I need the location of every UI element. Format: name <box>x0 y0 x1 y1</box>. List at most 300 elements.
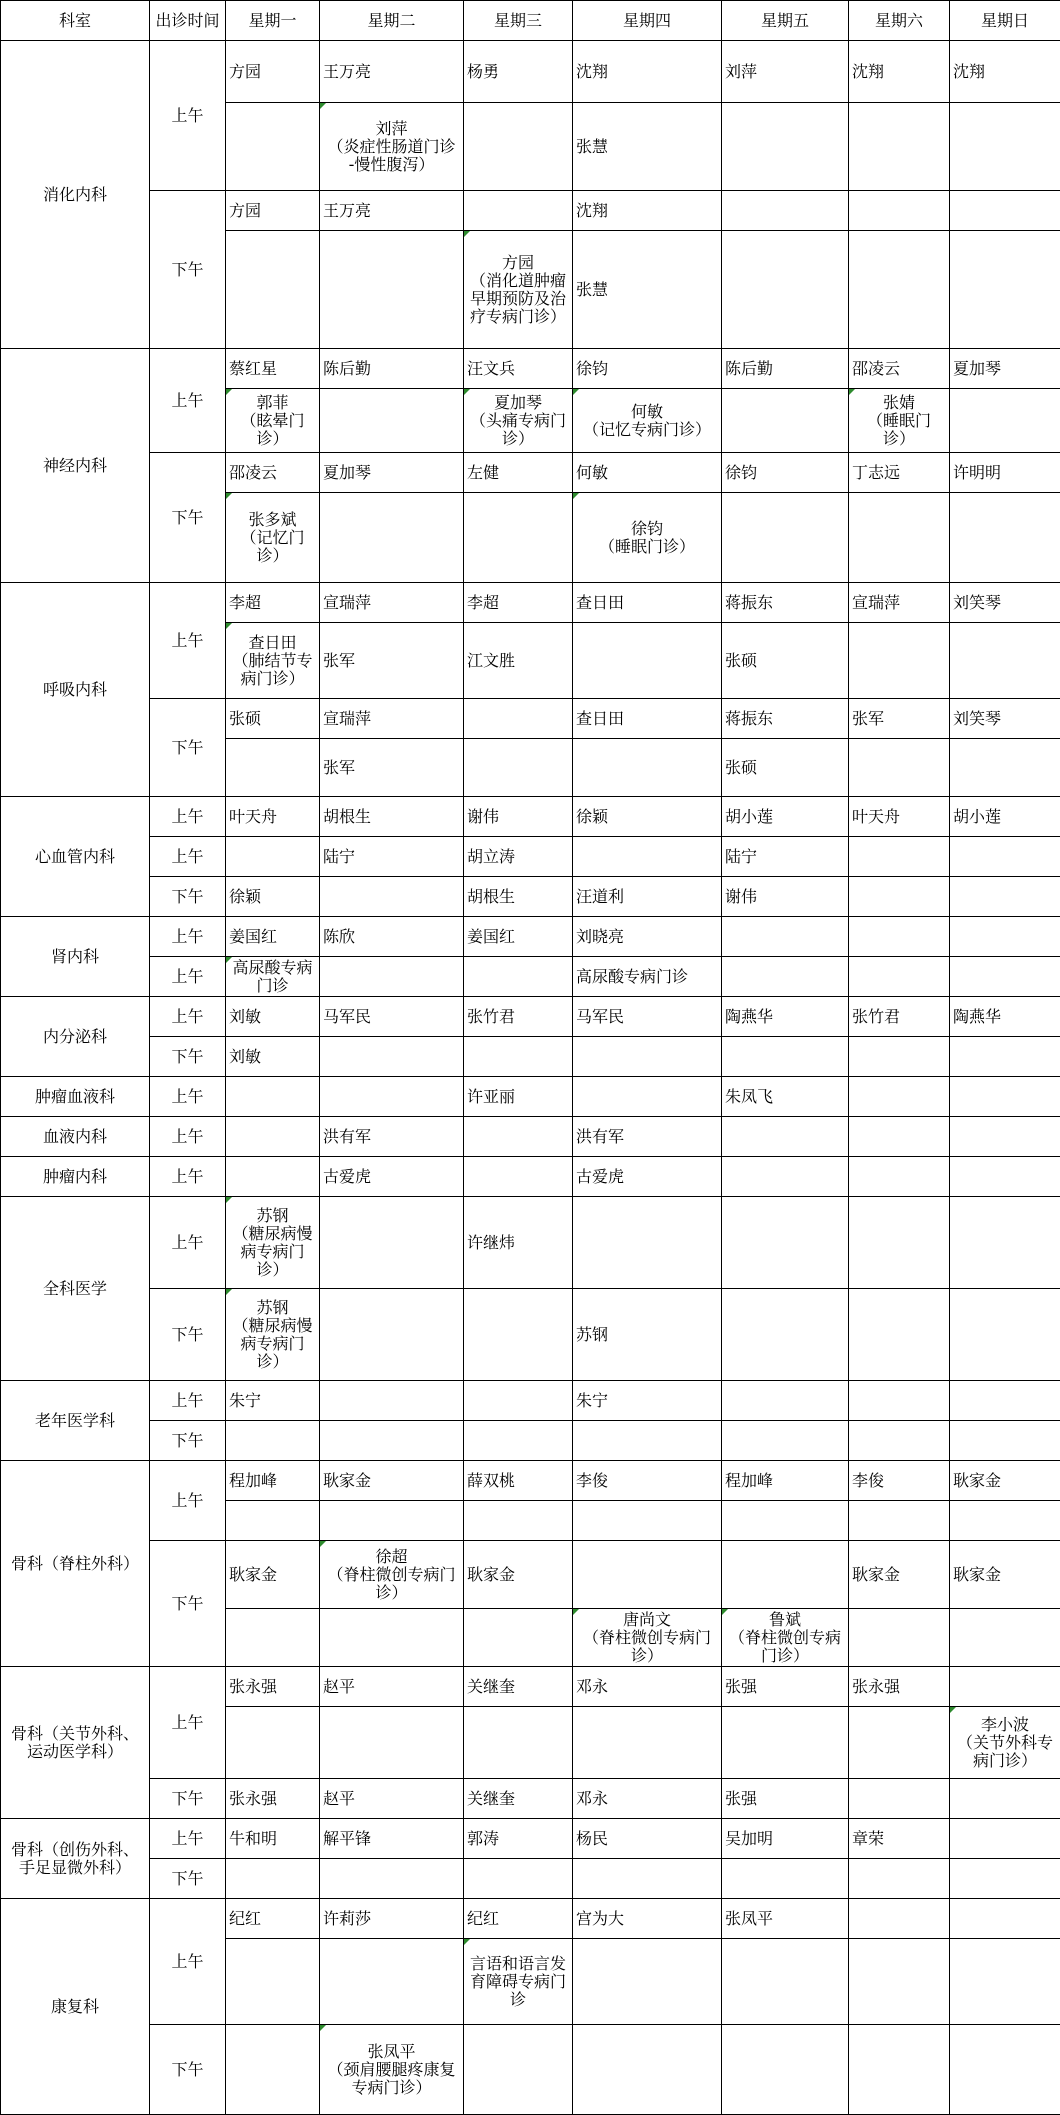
doctor-cell-saturday <box>849 1899 950 1939</box>
doctor-cell-saturday: 沈翔 <box>849 41 950 103</box>
doctor-cell-monday: 徐颖 <box>226 877 320 917</box>
doctor-cell-saturday <box>849 1197 950 1289</box>
doctor-cell-saturday: 张婧 （睡眠门 诊） <box>849 389 950 453</box>
department-name: 肿瘤血液科 <box>1 1077 150 1117</box>
doctor-cell-tuesday <box>320 1707 464 1779</box>
clinic-period: 下午 <box>150 1859 226 1899</box>
department-name: 肿瘤内科 <box>1 1157 150 1197</box>
doctor-cell-tuesday: 洪有军 <box>320 1117 464 1157</box>
doctor-cell-sunday: 沈翔 <box>950 41 1060 103</box>
doctor-cell-wednesday: 姜国红 <box>464 917 573 957</box>
doctor-cell-friday: 程加峰 <box>722 1461 849 1501</box>
doctor-cell-monday: 牛和明 <box>226 1819 320 1859</box>
doctor-cell-monday: 张永强 <box>226 1779 320 1819</box>
schedule-row <box>1 1197 1060 1289</box>
header-sunday: 星期日 <box>950 1 1060 41</box>
doctor-cell-sunday <box>950 1157 1060 1197</box>
doctor-cell-sunday <box>950 623 1060 699</box>
doctor-cell-tuesday <box>320 1939 464 2025</box>
doctor-cell-friday: 陆宁 <box>722 837 849 877</box>
department-name: 老年医学科 <box>1 1381 150 1461</box>
doctor-cell-thursday: 苏钢 <box>573 1289 722 1381</box>
department-name: 内分泌科 <box>1 997 150 1077</box>
clinic-period: 下午 <box>150 2025 226 2115</box>
schedule-row <box>1 1289 1060 1381</box>
doctor-cell-monday <box>226 1501 320 1541</box>
doctor-cell-sunday <box>950 389 1060 453</box>
schedule-row <box>1 1461 1060 1501</box>
doctor-cell-wednesday <box>464 1609 573 1667</box>
doctor-cell-monday: 方园 <box>226 41 320 103</box>
doctor-cell-sunday <box>950 1859 1060 1899</box>
doctor-cell-tuesday <box>320 1197 464 1289</box>
doctor-cell-saturday <box>849 1707 950 1779</box>
doctor-cell-wednesday <box>464 1157 573 1197</box>
doctor-cell-thursday <box>573 1037 722 1077</box>
doctor-cell-saturday <box>849 1381 950 1421</box>
schedule-row <box>1 837 1060 877</box>
doctor-cell-tuesday: 陈后勤 <box>320 349 464 389</box>
schedule-row <box>1 917 1060 957</box>
doctor-cell-monday: 方园 <box>226 191 320 231</box>
clinic-period: 下午 <box>150 1421 226 1461</box>
doctor-cell-friday <box>722 493 849 583</box>
clinic-period: 上午 <box>150 1381 226 1421</box>
clinic-period: 上午 <box>150 1077 226 1117</box>
doctor-cell-wednesday: 胡立涛 <box>464 837 573 877</box>
doctor-cell-sunday <box>950 917 1060 957</box>
doctor-cell-tuesday: 耿家金 <box>320 1461 464 1501</box>
doctor-cell-tuesday: 王万亮 <box>320 191 464 231</box>
clinic-period: 下午 <box>150 191 226 349</box>
doctor-cell-saturday <box>849 1939 950 2025</box>
doctor-cell-saturday <box>849 1779 950 1819</box>
doctor-cell-saturday <box>849 1037 950 1077</box>
doctor-cell-sunday <box>950 1501 1060 1541</box>
doctor-cell-saturday <box>849 739 950 797</box>
doctor-cell-wednesday: 方园 （消化道肿瘤 早期预防及治 疗专病门诊） <box>464 231 573 349</box>
doctor-cell-friday: 张凤平 <box>722 1899 849 1939</box>
doctor-cell-friday <box>722 917 849 957</box>
doctor-cell-tuesday: 宣瑞萍 <box>320 583 464 623</box>
doctor-cell-monday: 高尿酸专病 门诊 <box>226 957 320 997</box>
doctor-cell-tuesday: 王万亮 <box>320 41 464 103</box>
doctor-cell-wednesday <box>464 957 573 997</box>
schedule-row <box>1 1421 1060 1461</box>
doctor-cell-saturday <box>849 1117 950 1157</box>
doctor-cell-wednesday: 江文胜 <box>464 623 573 699</box>
doctor-cell-saturday <box>849 1077 950 1117</box>
doctor-cell-thursday <box>573 1541 722 1609</box>
doctor-cell-monday: 苏钢 （糖尿病慢 病专病门 诊） <box>226 1289 320 1381</box>
doctor-cell-friday <box>722 1157 849 1197</box>
doctor-cell-wednesday <box>464 1289 573 1381</box>
doctor-cell-friday <box>722 1037 849 1077</box>
doctor-cell-wednesday <box>464 1707 573 1779</box>
doctor-cell-wednesday <box>464 191 573 231</box>
doctor-cell-saturday: 宣瑞萍 <box>849 583 950 623</box>
clinic-period: 上午 <box>150 1461 226 1541</box>
doctor-cell-sunday <box>950 1381 1060 1421</box>
schedule-row <box>1 1899 1060 1939</box>
clinic-period: 上午 <box>150 1117 226 1157</box>
doctor-cell-saturday <box>849 877 950 917</box>
schedule-row <box>1 797 1060 837</box>
doctor-cell-thursday: 高尿酸专病门诊 <box>573 957 722 997</box>
doctor-cell-monday <box>226 1939 320 2025</box>
doctor-cell-thursday <box>573 623 722 699</box>
doctor-cell-monday: 邵凌云 <box>226 453 320 493</box>
doctor-cell-friday: 刘萍 <box>722 41 849 103</box>
schedule-row <box>1 997 1060 1037</box>
doctor-cell-saturday: 张竹君 <box>849 997 950 1037</box>
doctor-cell-sunday <box>950 1819 1060 1859</box>
doctor-cell-monday: 程加峰 <box>226 1461 320 1501</box>
doctor-cell-tuesday: 古爱虎 <box>320 1157 464 1197</box>
doctor-cell-monday <box>226 1609 320 1667</box>
doctor-cell-sunday <box>950 493 1060 583</box>
doctor-cell-saturday: 章荣 <box>849 1819 950 1859</box>
doctor-cell-thursday: 何敏 <box>573 453 722 493</box>
doctor-cell-thursday <box>573 739 722 797</box>
doctor-cell-saturday <box>849 103 950 191</box>
schedule-row <box>1 1819 1060 1859</box>
clinic-period: 上午 <box>150 957 226 997</box>
doctor-cell-saturday: 张军 <box>849 699 950 739</box>
doctor-cell-sunday <box>950 1899 1060 1939</box>
doctor-cell-monday: 朱宁 <box>226 1381 320 1421</box>
clinic-period: 上午 <box>150 797 226 837</box>
doctor-cell-monday: 张硕 <box>226 699 320 739</box>
clinic-period: 下午 <box>150 1289 226 1381</box>
doctor-cell-tuesday: 张军 <box>320 623 464 699</box>
doctor-cell-saturday: 耿家金 <box>849 1541 950 1609</box>
doctor-cell-sunday <box>950 2025 1060 2115</box>
doctor-cell-wednesday: 关继奎 <box>464 1667 573 1707</box>
doctor-cell-monday: 刘敏 <box>226 997 320 1037</box>
doctor-cell-friday <box>722 1859 849 1899</box>
doctor-cell-monday: 郭菲 （眩晕门 诊） <box>226 389 320 453</box>
doctor-cell-saturday <box>849 1609 950 1667</box>
department-name: 骨科（脊柱外科） <box>1 1461 150 1667</box>
clinic-period: 上午 <box>150 1157 226 1197</box>
clinic-period: 上午 <box>150 41 226 191</box>
doctor-cell-tuesday: 许莉莎 <box>320 1899 464 1939</box>
doctor-cell-thursday: 徐钧 <box>573 349 722 389</box>
doctor-cell-monday <box>226 1077 320 1117</box>
doctor-cell-tuesday <box>320 1037 464 1077</box>
doctor-cell-tuesday <box>320 1501 464 1541</box>
doctor-cell-friday <box>722 1197 849 1289</box>
clinic-period: 下午 <box>150 1541 226 1667</box>
doctor-cell-tuesday <box>320 1609 464 1667</box>
doctor-cell-tuesday <box>320 231 464 349</box>
clinic-period: 下午 <box>150 453 226 583</box>
clinic-period: 上午 <box>150 997 226 1037</box>
doctor-cell-thursday: 汪道利 <box>573 877 722 917</box>
schedule-row <box>1 583 1060 623</box>
doctor-cell-tuesday: 张军 <box>320 739 464 797</box>
schedule-row <box>1 1037 1060 1077</box>
doctor-cell-sunday <box>950 1117 1060 1157</box>
doctor-cell-friday: 张硕 <box>722 739 849 797</box>
department-name: 消化内科 <box>1 41 150 349</box>
clinic-period: 下午 <box>150 1037 226 1077</box>
doctor-cell-saturday <box>849 917 950 957</box>
doctor-cell-saturday <box>849 2025 950 2115</box>
department-name: 骨科（关节外科、 运动医学科） <box>1 1667 150 1819</box>
doctor-cell-sunday: 耿家金 <box>950 1541 1060 1609</box>
doctor-cell-wednesday <box>464 1421 573 1461</box>
doctor-cell-friday: 张硕 <box>722 623 849 699</box>
doctor-cell-sunday: 李小波 （关节外科专 病门诊） <box>950 1707 1060 1779</box>
doctor-cell-monday <box>226 103 320 191</box>
doctor-cell-friday <box>722 1289 849 1381</box>
doctor-cell-saturday: 张永强 <box>849 1667 950 1707</box>
doctor-cell-sunday: 刘笑琴 <box>950 583 1060 623</box>
doctor-cell-wednesday: 郭涛 <box>464 1819 573 1859</box>
doctor-cell-saturday <box>849 1501 950 1541</box>
doctor-cell-monday: 张多斌 （记忆门 诊） <box>226 493 320 583</box>
doctor-cell-friday <box>722 1541 849 1609</box>
doctor-cell-friday: 蒋振东 <box>722 583 849 623</box>
doctor-cell-wednesday: 李超 <box>464 583 573 623</box>
clinic-period: 上午 <box>150 1197 226 1289</box>
schedule-row <box>1 957 1060 997</box>
doctor-cell-wednesday <box>464 1501 573 1541</box>
doctor-cell-thursday: 张慧 <box>573 231 722 349</box>
doctor-cell-saturday <box>849 957 950 997</box>
doctor-cell-sunday <box>950 1667 1060 1707</box>
doctor-cell-tuesday: 陈欣 <box>320 917 464 957</box>
doctor-cell-friday <box>722 1421 849 1461</box>
doctor-cell-wednesday: 许亚丽 <box>464 1077 573 1117</box>
doctor-cell-thursday: 何敏 （记忆专病门诊） <box>573 389 722 453</box>
doctor-cell-wednesday: 左健 <box>464 453 573 493</box>
doctor-cell-monday <box>226 1859 320 1899</box>
doctor-cell-saturday <box>849 231 950 349</box>
doctor-cell-sunday: 夏加琴 <box>950 349 1060 389</box>
doctor-cell-sunday <box>950 957 1060 997</box>
doctor-cell-sunday <box>950 739 1060 797</box>
doctor-cell-tuesday: 夏加琴 <box>320 453 464 493</box>
schedule-row <box>1 1667 1060 1707</box>
doctor-cell-wednesday: 关继奎 <box>464 1779 573 1819</box>
schedule-row <box>1 877 1060 917</box>
doctor-cell-sunday <box>950 1609 1060 1667</box>
doctor-cell-monday <box>226 837 320 877</box>
schedule-row <box>1 1117 1060 1157</box>
clinic-period: 上午 <box>150 917 226 957</box>
doctor-cell-wednesday <box>464 1037 573 1077</box>
doctor-cell-thursday <box>573 1421 722 1461</box>
doctor-cell-tuesday <box>320 1077 464 1117</box>
header-department: 科室 <box>1 1 150 41</box>
doctor-cell-thursday: 查日田 <box>573 699 722 739</box>
doctor-cell-tuesday: 徐超 （脊柱微创专病门 诊） <box>320 1541 464 1609</box>
doctor-cell-wednesday <box>464 1117 573 1157</box>
doctor-cell-sunday <box>950 1779 1060 1819</box>
header-tuesday: 星期二 <box>320 1 464 41</box>
schedule-row <box>1 1779 1060 1819</box>
doctor-cell-thursday <box>573 837 722 877</box>
doctor-cell-tuesday <box>320 1421 464 1461</box>
doctor-cell-thursday <box>573 1859 722 1899</box>
doctor-cell-friday: 张强 <box>722 1667 849 1707</box>
doctor-cell-wednesday: 汪文兵 <box>464 349 573 389</box>
doctor-cell-thursday <box>573 1939 722 2025</box>
doctor-cell-sunday: 胡小莲 <box>950 797 1060 837</box>
doctor-cell-tuesday: 马军民 <box>320 997 464 1037</box>
header-thursday: 星期四 <box>573 1 722 41</box>
doctor-cell-wednesday <box>464 103 573 191</box>
doctor-cell-wednesday <box>464 2025 573 2115</box>
doctor-cell-thursday: 徐颖 <box>573 797 722 837</box>
doctor-cell-monday: 刘敏 <box>226 1037 320 1077</box>
doctor-cell-tuesday: 陆宁 <box>320 837 464 877</box>
doctor-cell-wednesday <box>464 1859 573 1899</box>
doctor-cell-saturday <box>849 837 950 877</box>
doctor-cell-friday <box>722 103 849 191</box>
clinic-period: 上午 <box>150 1819 226 1859</box>
doctor-cell-tuesday <box>320 493 464 583</box>
schedule-row <box>1 1157 1060 1197</box>
doctor-cell-friday <box>722 389 849 453</box>
doctor-cell-monday: 叶天舟 <box>226 797 320 837</box>
doctor-cell-tuesday <box>320 1381 464 1421</box>
doctor-cell-friday <box>722 191 849 231</box>
doctor-cell-tuesday: 赵平 <box>320 1667 464 1707</box>
doctor-cell-saturday: 李俊 <box>849 1461 950 1501</box>
schedule-row <box>1 349 1060 389</box>
doctor-cell-saturday <box>849 1289 950 1381</box>
doctor-cell-friday: 陈后勤 <box>722 349 849 389</box>
doctor-cell-friday <box>722 1707 849 1779</box>
schedule-row <box>1 191 1060 231</box>
doctor-cell-tuesday <box>320 389 464 453</box>
doctor-cell-monday: 耿家金 <box>226 1541 320 1609</box>
doctor-cell-sunday: 刘笑琴 <box>950 699 1060 739</box>
doctor-cell-monday: 张永强 <box>226 1667 320 1707</box>
doctor-cell-wednesday: 耿家金 <box>464 1541 573 1609</box>
department-name: 心血管内科 <box>1 797 150 917</box>
department-name: 呼吸内科 <box>1 583 150 797</box>
doctor-cell-friday: 蒋振东 <box>722 699 849 739</box>
header-saturday: 星期六 <box>849 1 950 41</box>
doctor-cell-sunday: 耿家金 <box>950 1461 1060 1501</box>
doctor-cell-saturday <box>849 1859 950 1899</box>
doctor-cell-thursday: 沈翔 <box>573 191 722 231</box>
doctor-cell-tuesday: 张凤平 （颈肩腰腿疼康复 专病门诊） <box>320 2025 464 2115</box>
doctor-cell-monday: 李超 <box>226 583 320 623</box>
doctor-cell-thursday: 查日田 <box>573 583 722 623</box>
doctor-cell-thursday: 徐钧 （睡眠门诊） <box>573 493 722 583</box>
doctor-cell-sunday <box>950 837 1060 877</box>
doctor-cell-friday: 徐钧 <box>722 453 849 493</box>
doctor-cell-saturday <box>849 1157 950 1197</box>
doctor-cell-sunday <box>950 1289 1060 1381</box>
doctor-cell-wednesday: 纪红 <box>464 1899 573 1939</box>
header-friday: 星期五 <box>722 1 849 41</box>
doctor-cell-thursday <box>573 1501 722 1541</box>
doctor-cell-friday <box>722 1939 849 2025</box>
doctor-cell-friday <box>722 2025 849 2115</box>
doctor-cell-friday <box>722 957 849 997</box>
doctor-cell-tuesday: 刘萍 （炎症性肠道门诊 -慢性腹泻） <box>320 103 464 191</box>
doctor-cell-tuesday <box>320 957 464 997</box>
clinic-period: 上午 <box>150 1667 226 1779</box>
schedule-row <box>1 1381 1060 1421</box>
doctor-cell-thursday: 沈翔 <box>573 41 722 103</box>
schedule-row <box>1 1077 1060 1117</box>
doctor-cell-thursday: 李俊 <box>573 1461 722 1501</box>
doctor-cell-saturday <box>849 623 950 699</box>
doctor-cell-thursday <box>573 2025 722 2115</box>
clinic-period: 下午 <box>150 699 226 797</box>
clinic-period: 上午 <box>150 1899 226 2025</box>
doctor-cell-wednesday: 薛双桃 <box>464 1461 573 1501</box>
doctor-cell-thursday: 洪有军 <box>573 1117 722 1157</box>
doctor-cell-monday <box>226 739 320 797</box>
doctor-cell-wednesday <box>464 493 573 583</box>
doctor-cell-saturday: 邵凌云 <box>849 349 950 389</box>
doctor-cell-friday: 吴加明 <box>722 1819 849 1859</box>
doctor-cell-thursday: 唐尚文 （脊柱微创专病门 诊） <box>573 1609 722 1667</box>
doctor-cell-saturday <box>849 493 950 583</box>
doctor-cell-tuesday: 胡根生 <box>320 797 464 837</box>
doctor-cell-thursday <box>573 1707 722 1779</box>
schedule-row <box>1 453 1060 493</box>
schedule-row <box>1 1541 1060 1609</box>
doctor-cell-thursday: 刘晓亮 <box>573 917 722 957</box>
doctor-cell-monday: 纪红 <box>226 1899 320 1939</box>
doctor-cell-saturday: 丁志远 <box>849 453 950 493</box>
doctor-cell-tuesday <box>320 1289 464 1381</box>
doctor-cell-thursday <box>573 1197 722 1289</box>
doctor-cell-wednesday: 胡根生 <box>464 877 573 917</box>
header-wednesday: 星期三 <box>464 1 573 41</box>
doctor-cell-friday: 鲁斌 （脊柱微创专病 门诊） <box>722 1609 849 1667</box>
doctor-cell-sunday <box>950 1077 1060 1117</box>
doctor-cell-sunday <box>950 877 1060 917</box>
doctor-cell-sunday <box>950 1037 1060 1077</box>
doctor-cell-friday: 陶燕华 <box>722 997 849 1037</box>
doctor-cell-friday: 胡小莲 <box>722 797 849 837</box>
doctor-cell-wednesday: 夏加琴 （头痛专病门 诊） <box>464 389 573 453</box>
department-name: 神经内科 <box>1 349 150 583</box>
doctor-cell-thursday: 宫为大 <box>573 1899 722 1939</box>
doctor-cell-friday <box>722 1117 849 1157</box>
doctor-cell-thursday <box>573 1077 722 1117</box>
doctor-cell-friday <box>722 231 849 349</box>
doctor-cell-tuesday: 解平锋 <box>320 1819 464 1859</box>
doctor-cell-monday <box>226 1421 320 1461</box>
doctor-cell-saturday <box>849 191 950 231</box>
doctor-cell-sunday <box>950 191 1060 231</box>
doctor-cell-sunday: 许明明 <box>950 453 1060 493</box>
clinic-period: 上午 <box>150 583 226 699</box>
department-name: 全科医学 <box>1 1197 150 1381</box>
clinic-period: 下午 <box>150 1779 226 1819</box>
doctor-cell-thursday: 马军民 <box>573 997 722 1037</box>
doctor-cell-wednesday: 许继炜 <box>464 1197 573 1289</box>
schedule-row <box>1 699 1060 739</box>
doctor-cell-tuesday <box>320 877 464 917</box>
department-name: 血液内科 <box>1 1117 150 1157</box>
doctor-cell-wednesday <box>464 1381 573 1421</box>
department-name: 康复科 <box>1 1899 150 2115</box>
clinic-period: 上午 <box>150 349 226 453</box>
